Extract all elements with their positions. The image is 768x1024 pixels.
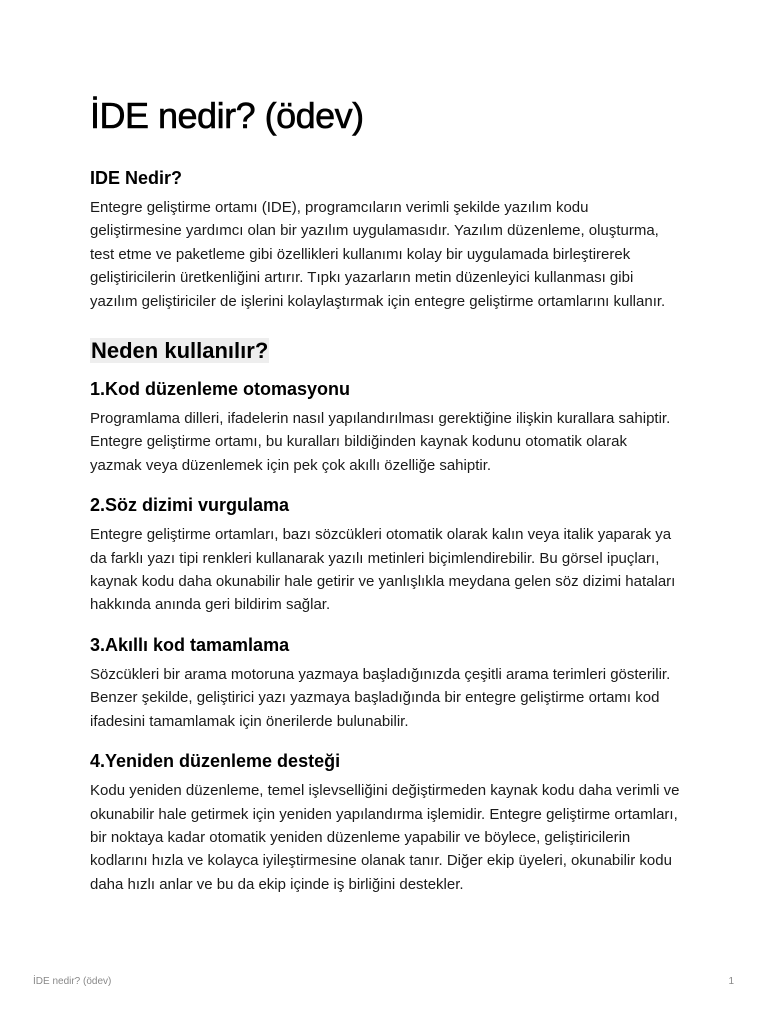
intro-heading: IDE Nedir? bbox=[90, 168, 183, 188]
item-heading-4: 4.Yeniden düzenleme desteği bbox=[90, 751, 341, 772]
footer-document-title: İDE nedir? (ödev) bbox=[33, 976, 112, 987]
document-page bbox=[90, 94, 680, 912]
document-title: İDE nedir? (ödev) bbox=[90, 95, 364, 136]
item-paragraph-1: Programlama dilleri, ifadelerin nasıl yapılandırılması gerektiğine ilişkin kurallara sahiptir. Entegre geliştirme ortamı, bu kuralları bildiğinden kaynak kodunu otomatik olarak yazmak veya düzenlemek için pek çok akıllı özelliğe sahiptir. bbox=[90, 410, 671, 474]
section-heading bbox=[90, 337, 680, 365]
section-heading-text: Neden kullanılır? bbox=[91, 338, 269, 364]
footer-page-number: 1 bbox=[728, 976, 734, 987]
item-paragraph-3: Sözcükleri bir arama motoruna yazmaya başladığınızda çeşitli arama terimleri gösterilir. Benzer şekilde, geliştirici yazı yazmaya başladığında bir entegre geliştirme ortamı kod ifadesini tamamlamak için önerilerde bulunabilir. bbox=[90, 665, 671, 730]
item-heading-3: 3.Akıllı kod tamamlama bbox=[90, 634, 290, 655]
intro-paragraph: Entegre geliştirme ortamı (IDE), programcıların verimli şekilde yazılım kodu geliştirmesine yardımcı olan bir yazılım uygulamasıdır. Yazılım düzenleme, oluşturma, test etme ve paketleme gibi özellikleri kullanımı kolay bir uygulamada birleştirerek geliştiricilerin üretkenliğini artırır. Tıpkı yazarların metin düzenleyici kullanması gibi yazılım geliştiriciler de işlerini kolaylaştırmak için entegre geliştirme ortamlarını kullanır. bbox=[90, 199, 666, 310]
item-paragraph-2: Entegre geliştirme ortamları, bazı sözcükleri otomatik olarak kalın veya italik yaparak ya da farklı yazı tipi renkleri kullanarak yazılı metinleri biçimlendirebilir. Bu görsel ipuçları, kaynak kodu daha okunabilir hale getirir ve yanlışlıkla meydana gelen söz dizimi hataları hakkında anında geri bildirim sağlar. bbox=[90, 526, 676, 614]
item-heading-1: 1.Kod düzenleme otomasyonu bbox=[90, 379, 351, 400]
item-paragraph-4: Kodu yeniden düzenleme, temel işlevselliğini değiştirmeden kaynak kodu daha verimli ve okunabilir hale getirmek için yeniden yapılandırma işlemidir. Entegre geliştirme ortamları, bir noktaya kadar otomatik yeniden düzenleme yapabilir ve böylece, geliştiricilerin kodlarını hızla ve kolayca iyileştirmesine olanak tanır. Diğer ekip üyeleri, okunabilir kodu daha hızlı anlar ve bu da ekip içinde iş birliğini destekler. bbox=[90, 782, 680, 893]
item-heading-2: 2.Söz dizimi vurgulama bbox=[90, 495, 290, 516]
